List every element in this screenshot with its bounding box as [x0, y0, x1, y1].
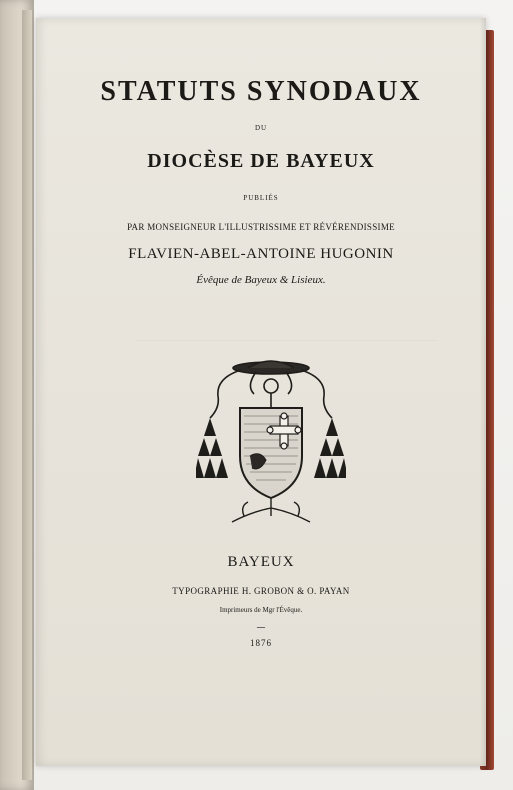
publication-place: BAYEUX: [227, 554, 295, 570]
document-title: STATUTS SYNODAUX: [100, 76, 422, 107]
bleed-through-block: [96, 318, 486, 341]
published-label: PUBLIÉS: [243, 194, 279, 202]
title-du: DU: [254, 124, 268, 132]
title-page: [36, 18, 486, 766]
diocese-title: DIOCÈSE DE BAYEUX: [147, 150, 375, 172]
bishop-title: Évêque de Bayeux & Lisieux.: [196, 274, 326, 286]
left-cover-edge: [22, 10, 32, 780]
left-cover-board: [0, 0, 34, 790]
episcopal-coat-of-arms-icon: [196, 356, 346, 532]
printer-line: TYPOGRAPHIE H. GROBON & O. PAYAN: [172, 586, 350, 596]
separator-dash: —: [256, 623, 266, 633]
bishop-name: FLAVIEN-ABEL-ANTOINE HUGONIN: [128, 246, 394, 262]
authority-line: PAR MONSEIGNEUR L'ILLUSTRISSIME ET RÉVÉRENDISSIME: [127, 222, 395, 232]
printer-subline: Imprimeurs de Mgr l'Évêque.: [219, 606, 303, 614]
publication-year: 1876: [250, 638, 272, 648]
